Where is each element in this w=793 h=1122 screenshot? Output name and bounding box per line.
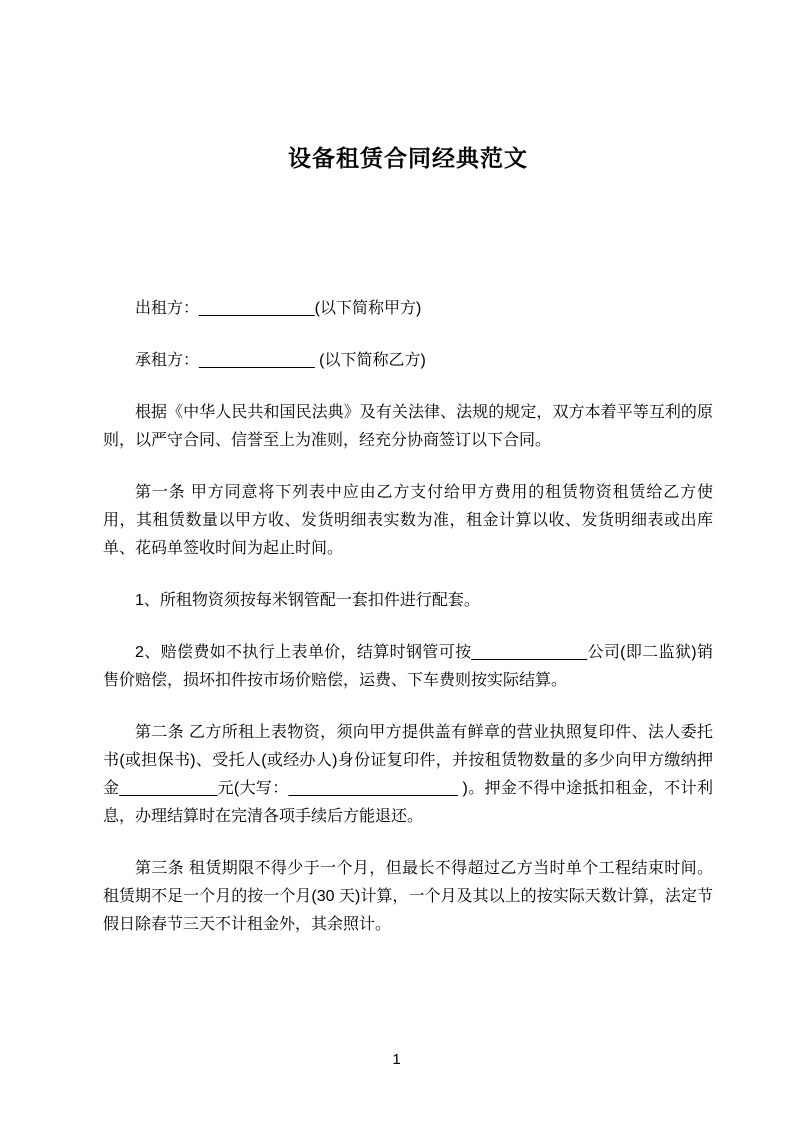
document-content: [103, 0, 713, 963]
article-2-paragraph: 第二条 乙方所租上表物资，须向甲方提供盖有鲜章的营业执照复印件、法人委托书(或担保书)、受托人(或经办人)身份证复印件，并按租赁物数量的多少向甲方缴纳押金___________元(大写：___________________ )。押金不得中途抵扣租金，不计利息，办理结算时在完清各项手续后方能退还。: [103, 724, 713, 825]
article-1-paragraph: 第一条 甲方同意将下列表中应由乙方支付给甲方费用的租赁物资租赁给乙方使用，其租赁数量以甲方收、发货明细表实数为准，租金计算以收、发货明细表或出库单、花码单签收时间为起止时间。: [103, 484, 713, 557]
preamble-paragraph: 根据《中华人民共和国民法典》及有关法律、法规的规定，双方本着平等互利的原则，以严守合同、信誉至上为准则，经充分协商签订以下合同。: [103, 404, 713, 449]
article-3-paragraph: 第三条 租赁期限不得少于一个月，但最长不得超过乙方当时单个工程结束时间。租赁期不足一个月的按一个月(30 天)计算，一个月及其以上的按实际天数计算，法定节假日除春节三天不计租金外，其余照计。: [103, 860, 713, 933]
document-title: 设备租赁合同经典范文: [288, 145, 528, 171]
page-number: 1: [392, 1051, 401, 1068]
party-line-lessor: 出租方：_____________(以下简称甲方): [135, 300, 422, 317]
document-body: [103, 295, 713, 939]
article-1-item-1-paragraph: 1、所租物资须按每米钢管配一套扣件进行配套。: [135, 592, 480, 609]
article-1-item-2-paragraph: 2、赔偿费如不执行上表单价，结算时钢管可按_____________公司(即二监狱)销售价赔偿，损坏扣件按市场价赔偿，运费、下车费则按实际结算。: [103, 644, 713, 689]
party-line-lessee: 承租方：_____________ (以下简称乙方): [135, 352, 426, 369]
